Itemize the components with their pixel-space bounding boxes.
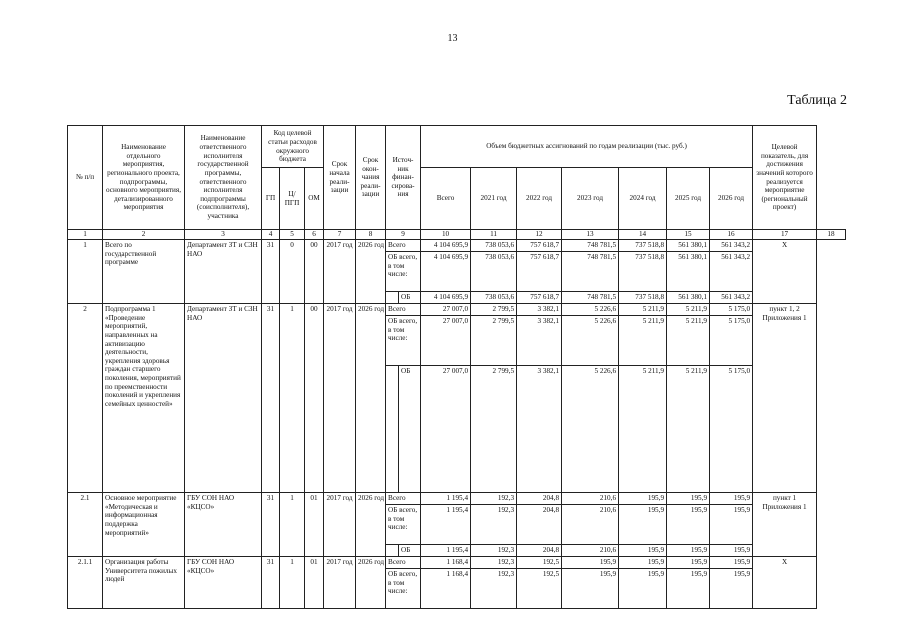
value-2024: 5 211,9 bbox=[619, 316, 667, 366]
value-2025: 5 211,9 bbox=[667, 366, 710, 493]
row-number: 2.1 bbox=[68, 493, 103, 557]
event-name: Всего по государственной программе bbox=[103, 240, 185, 304]
column-number: 14 bbox=[619, 230, 667, 240]
header-num: № п/п bbox=[68, 126, 103, 230]
value-2021: 2 799,5 bbox=[471, 366, 517, 493]
column-number: 2 bbox=[103, 230, 185, 240]
code-gp: 31 bbox=[262, 304, 280, 493]
value-2025: 561 380,1 bbox=[667, 252, 710, 292]
value-2022: 3 382,1 bbox=[517, 316, 562, 366]
value-2023: 195,9 bbox=[562, 557, 619, 569]
value-2026: 5 175,0 bbox=[710, 304, 753, 316]
value-2024: 5 211,9 bbox=[619, 304, 667, 316]
column-number: 18 bbox=[817, 230, 846, 240]
table-row bbox=[68, 557, 846, 569]
start-year: 2017 год bbox=[324, 304, 356, 493]
value-2024: 737 518,8 bbox=[619, 292, 667, 304]
value-2024: 195,9 bbox=[619, 569, 667, 609]
executor-name: ГБУ СОН НАО «КЦСО» bbox=[185, 493, 262, 557]
value-2021: 192,3 bbox=[471, 493, 517, 505]
header-executor: Наименование ответственного исполнителя государственной программы, ответственного исполнителя подпрограммы (соисполнителя), участника bbox=[185, 126, 262, 230]
value-2021: 192,3 bbox=[471, 557, 517, 569]
value-2026: 195,9 bbox=[710, 505, 753, 545]
header-ppg: Ц/ПГП bbox=[280, 168, 305, 230]
value-2022: 192,5 bbox=[517, 557, 562, 569]
value-total: 27 007,0 bbox=[421, 316, 471, 366]
value-2025: 195,9 bbox=[667, 569, 710, 609]
value-2021: 192,3 bbox=[471, 505, 517, 545]
value-2026: 195,9 bbox=[710, 569, 753, 609]
start-year: 2017 год bbox=[324, 557, 356, 609]
value-2026: 561 343,2 bbox=[710, 252, 753, 292]
target-indicator: пункт 1 Приложения 1 bbox=[753, 493, 817, 557]
code-ppg: 1 bbox=[280, 493, 305, 557]
code-om: 01 bbox=[305, 493, 324, 557]
value-total: 1 195,4 bbox=[421, 505, 471, 545]
value-2026: 195,9 bbox=[710, 493, 753, 505]
start-year: 2017 год bbox=[324, 493, 356, 557]
value-2022: 3 382,1 bbox=[517, 304, 562, 316]
value-2026: 5 175,0 bbox=[710, 366, 753, 493]
executor-name: ГБУ СОН НАО «КЦСО» bbox=[185, 557, 262, 609]
value-2026: 561 343,2 bbox=[710, 240, 753, 252]
value-total: 27 007,0 bbox=[421, 304, 471, 316]
funding-source: ОБ bbox=[399, 292, 421, 304]
value-2024: 195,9 bbox=[619, 505, 667, 545]
value-2024: 737 518,8 bbox=[619, 240, 667, 252]
source-indent bbox=[386, 366, 399, 493]
table-row bbox=[68, 493, 846, 505]
value-2021: 2 799,5 bbox=[471, 304, 517, 316]
start-year: 2017 год bbox=[324, 240, 356, 304]
header-2021: 2021 год bbox=[471, 168, 517, 230]
column-number: 16 bbox=[710, 230, 753, 240]
value-2022: 3 382,1 bbox=[517, 366, 562, 493]
header-2022: 2022 год bbox=[517, 168, 562, 230]
value-total: 1 168,4 bbox=[421, 569, 471, 609]
executor-name: Департамент ЗТ и СЗН НАО bbox=[185, 304, 262, 493]
value-total: 27 007,0 bbox=[421, 366, 471, 493]
header-gp: ГП bbox=[262, 168, 280, 230]
value-2022: 204,8 bbox=[517, 545, 562, 557]
value-2023: 748 781,5 bbox=[562, 252, 619, 292]
value-2023: 748 781,5 bbox=[562, 240, 619, 252]
column-number: 1 bbox=[68, 230, 103, 240]
funding-source: ОБ всего, в том числе: bbox=[386, 252, 421, 292]
value-2025: 195,9 bbox=[667, 505, 710, 545]
code-om: 01 bbox=[305, 557, 324, 609]
column-number: 15 bbox=[667, 230, 710, 240]
column-number: 4 bbox=[262, 230, 280, 240]
value-2021: 738 053,6 bbox=[471, 292, 517, 304]
column-number: 10 bbox=[421, 230, 471, 240]
value-total: 1 195,4 bbox=[421, 545, 471, 557]
value-2026: 5 175,0 bbox=[710, 316, 753, 366]
executor-name: Департамент ЗТ и СЗН НАО bbox=[185, 240, 262, 304]
value-2025: 195,9 bbox=[667, 493, 710, 505]
value-2021: 738 053,6 bbox=[471, 252, 517, 292]
funding-source: ОБ всего, в том числе: bbox=[386, 569, 421, 609]
column-number: 6 bbox=[305, 230, 324, 240]
table-body bbox=[68, 240, 846, 609]
code-ppg: 1 bbox=[280, 557, 305, 609]
value-2024: 195,9 bbox=[619, 557, 667, 569]
header-volume-group: Объем бюджетных ассигнований по годам реализации (тыс. руб.) bbox=[421, 126, 753, 168]
column-number: 5 bbox=[280, 230, 305, 240]
value-2022: 204,8 bbox=[517, 493, 562, 505]
column-numbers-row bbox=[68, 230, 846, 240]
value-total: 4 104 695,9 bbox=[421, 252, 471, 292]
column-number: 13 bbox=[562, 230, 619, 240]
code-ppg: 0 bbox=[280, 240, 305, 304]
target-indicator: пункт 1, 2 Приложения 1 bbox=[753, 304, 817, 493]
header-source: Источ-ник финан-сирова-ния bbox=[386, 126, 421, 230]
header-start: Срок начала реали-зации bbox=[324, 126, 356, 230]
table-row bbox=[68, 304, 846, 316]
event-name: Основное мероприятие «Методическая и информационная поддержка мероприятий» bbox=[103, 493, 185, 557]
value-2022: 204,8 bbox=[517, 505, 562, 545]
value-2026: 561 343,2 bbox=[710, 292, 753, 304]
column-number: 9 bbox=[386, 230, 421, 240]
column-number: 17 bbox=[753, 230, 817, 240]
value-2023: 5 226,6 bbox=[562, 316, 619, 366]
budget-table bbox=[67, 125, 846, 609]
source-indent bbox=[386, 545, 399, 557]
code-om: 00 bbox=[305, 240, 324, 304]
code-gp: 31 bbox=[262, 557, 280, 609]
header-2024: 2024 год bbox=[619, 168, 667, 230]
funding-source: ОБ bbox=[399, 366, 421, 493]
table-header bbox=[68, 126, 846, 240]
value-2026: 195,9 bbox=[710, 545, 753, 557]
value-2024: 195,9 bbox=[619, 493, 667, 505]
end-year: 2026 год bbox=[356, 557, 386, 609]
table-caption: Таблица 2 bbox=[787, 93, 847, 108]
row-number: 2 bbox=[68, 304, 103, 493]
end-year: 2026 год bbox=[356, 493, 386, 557]
column-number: 3 bbox=[185, 230, 262, 240]
value-2023: 5 226,6 bbox=[562, 304, 619, 316]
header-code-group: Код целевой статьи расходов окружного бюджета bbox=[262, 126, 324, 168]
row-number: 1 bbox=[68, 240, 103, 304]
value-2022: 757 618,7 bbox=[517, 240, 562, 252]
funding-source: Всего bbox=[386, 240, 421, 252]
value-total: 1 168,4 bbox=[421, 557, 471, 569]
row-number: 2.1.1 bbox=[68, 557, 103, 609]
header-om: ОМ bbox=[305, 168, 324, 230]
code-ppg: 1 bbox=[280, 304, 305, 493]
page-number: 13 bbox=[447, 33, 458, 44]
code-gp: 31 bbox=[262, 240, 280, 304]
header-event-name: Наименование отдельного мероприятия, регионального проекта, подпрограммы, основного мероприятия, детализированного мероприятия bbox=[103, 126, 185, 230]
value-2024: 195,9 bbox=[619, 545, 667, 557]
value-2025: 561 380,1 bbox=[667, 240, 710, 252]
source-indent bbox=[386, 292, 399, 304]
value-2024: 737 518,8 bbox=[619, 252, 667, 292]
header-2023: 2023 год bbox=[562, 168, 619, 230]
funding-source: ОБ bbox=[399, 545, 421, 557]
value-2023: 5 226,6 bbox=[562, 366, 619, 493]
value-2023: 210,6 bbox=[562, 505, 619, 545]
target-indicator: Х bbox=[753, 557, 817, 609]
value-2023: 210,6 bbox=[562, 493, 619, 505]
value-2023: 748 781,5 bbox=[562, 292, 619, 304]
column-number: 12 bbox=[517, 230, 562, 240]
value-2021: 192,3 bbox=[471, 545, 517, 557]
value-2023: 195,9 bbox=[562, 569, 619, 609]
event-name: Организация работы Университета пожилых людей bbox=[103, 557, 185, 609]
column-number: 8 bbox=[356, 230, 386, 240]
value-2021: 192,3 bbox=[471, 569, 517, 609]
end-year: 2026 год bbox=[356, 304, 386, 493]
column-number: 11 bbox=[471, 230, 517, 240]
value-2022: 757 618,7 bbox=[517, 292, 562, 304]
value-total: 1 195,4 bbox=[421, 493, 471, 505]
header-2025: 2025 год bbox=[667, 168, 710, 230]
header-2026: 2026 год bbox=[710, 168, 753, 230]
value-2024: 5 211,9 bbox=[619, 366, 667, 493]
header-end: Срок окон-чания реали-зации bbox=[356, 126, 386, 230]
value-2022: 757 618,7 bbox=[517, 252, 562, 292]
column-number: 7 bbox=[324, 230, 356, 240]
funding-source: Всего bbox=[386, 304, 421, 316]
code-om: 00 bbox=[305, 304, 324, 493]
value-total: 4 104 695,9 bbox=[421, 240, 471, 252]
value-2023: 210,6 bbox=[562, 545, 619, 557]
target-indicator: Х bbox=[753, 240, 817, 304]
value-2025: 5 211,9 bbox=[667, 304, 710, 316]
funding-source: Всего bbox=[386, 493, 421, 505]
value-2025: 561 380,1 bbox=[667, 292, 710, 304]
value-2022: 192,5 bbox=[517, 569, 562, 609]
funding-source: Всего bbox=[386, 557, 421, 569]
header-target: Целевой показатель, для достижения значений которого реализуется мероприятие (региональный проект) bbox=[753, 126, 817, 230]
value-2026: 195,9 bbox=[710, 557, 753, 569]
value-2025: 195,9 bbox=[667, 557, 710, 569]
table-row bbox=[68, 240, 846, 252]
value-2021: 738 053,6 bbox=[471, 240, 517, 252]
value-total: 4 104 695,9 bbox=[421, 292, 471, 304]
header-total: Всего bbox=[421, 168, 471, 230]
code-gp: 31 bbox=[262, 493, 280, 557]
value-2021: 2 799,5 bbox=[471, 316, 517, 366]
funding-source: ОБ всего, в том числе: bbox=[386, 505, 421, 545]
value-2025: 195,9 bbox=[667, 545, 710, 557]
funding-source: ОБ всего, в том числе: bbox=[386, 316, 421, 366]
end-year: 2026 год bbox=[356, 240, 386, 304]
value-2025: 5 211,9 bbox=[667, 316, 710, 366]
event-name: Подпрограмма 1 «Проведение мероприятий, направленных на активизацию деятельности, укрепления здоровья граждан старшего поколения, мероприятий по преемственности поколений и укрепления семейных ценностей» bbox=[103, 304, 185, 493]
